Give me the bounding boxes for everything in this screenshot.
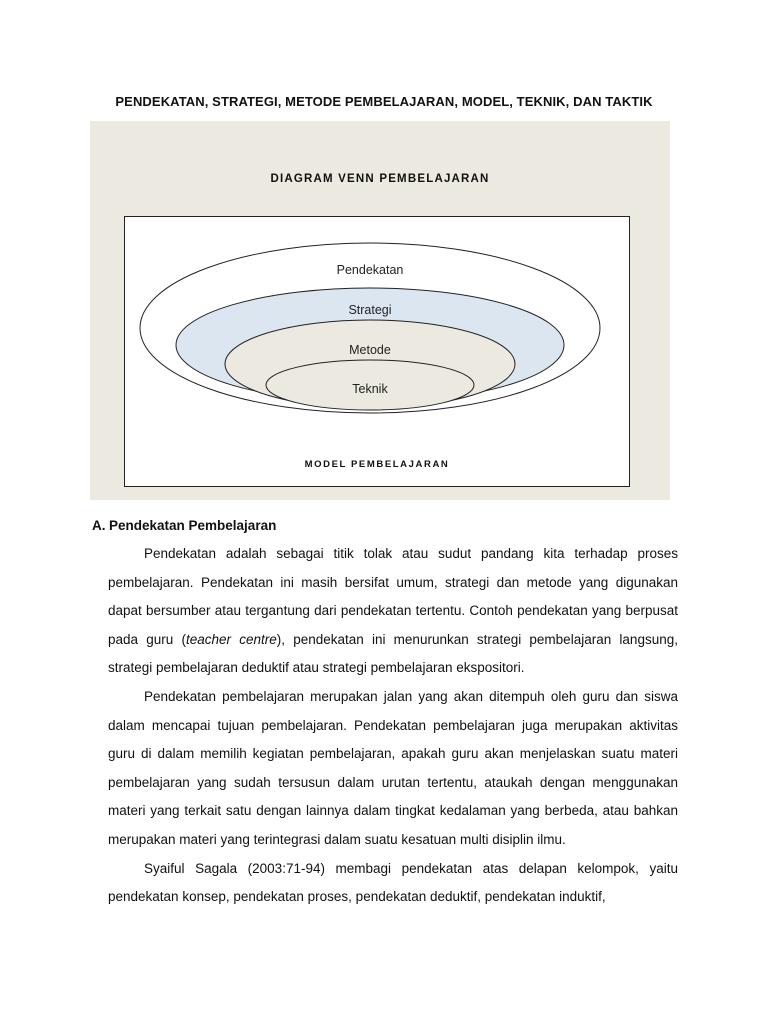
section-body bbox=[108, 540, 678, 912]
model-pembelajaran-frame bbox=[124, 216, 630, 487]
section-marker: A. bbox=[92, 518, 106, 533]
ring-label-metode: Metode bbox=[349, 343, 391, 357]
section-heading-text: Pendekatan Pembelajaran bbox=[109, 518, 277, 533]
paragraph-1-italic: teacher centre bbox=[185, 631, 277, 647]
document-title: PENDEKATAN, STRATEGI, METODE PEMBELAJARAN, MODEL, TEKNIK, DAN TAKTIK bbox=[115, 94, 653, 109]
paragraph-3: Syaiful Sagala (2003:71-94) membagi pendekatan atas delapan kelompok, yaitu pendekatan konsep, pendekatan proses, pendekatan deduktif, pendekatan induktif, bbox=[108, 860, 678, 905]
paragraph-1 bbox=[108, 540, 678, 683]
diagram-title: DIAGRAM VENN PEMBELAJARAN bbox=[270, 173, 490, 185]
paragraph-1-text-b: ), pendekatan ini menurunkan strategi pembelajaran langsung, strategi pembelajaran deduktif atau strategi pembelajaran ekspositori. bbox=[108, 631, 678, 676]
ring-label-teknik: Teknik bbox=[352, 382, 388, 396]
venn-diagram-figure bbox=[90, 121, 670, 500]
ring-label-strategi: Strategi bbox=[348, 303, 392, 317]
model-pembelajaran-label: MODEL PEMBELAJARAN bbox=[304, 459, 450, 470]
paragraph-2: Pendekatan pembelajaran merupakan jalan yang akan ditempuh oleh guru dan siswa dalam mencapai tujuan pembelajaran. Pendekatan pembelajaran juga merupakan aktivitas guru di dalam memilih kegiatan pembelajaran, apakah guru akan menjelaskan suatu materi pembelajaran yang sudah tersusun dalam urutan tertentu, ataukah dengan menggunakan materi yang terkait satu dengan lainnya dalam tingkat kedalaman yang berbeda, atau bahkan merupakan materi yang terintegrasi dalam suatu kesatuan multi disiplin ilmu. bbox=[108, 688, 678, 847]
ring-label-pendekatan: Pendekatan bbox=[336, 263, 404, 277]
section-heading bbox=[92, 518, 276, 533]
paragraph-1-text-a: Pendekatan adalah sebagai titik tolak atau sudut pandang kita terhadap proses pembelajaran. Pendekatan ini masih bersifat umum, strategi dan metode yang digunakan dapat bersumber atau tergantung dari pendekatan tertentu. Contoh pendekatan yang berpusat pada guru ( bbox=[108, 546, 678, 647]
